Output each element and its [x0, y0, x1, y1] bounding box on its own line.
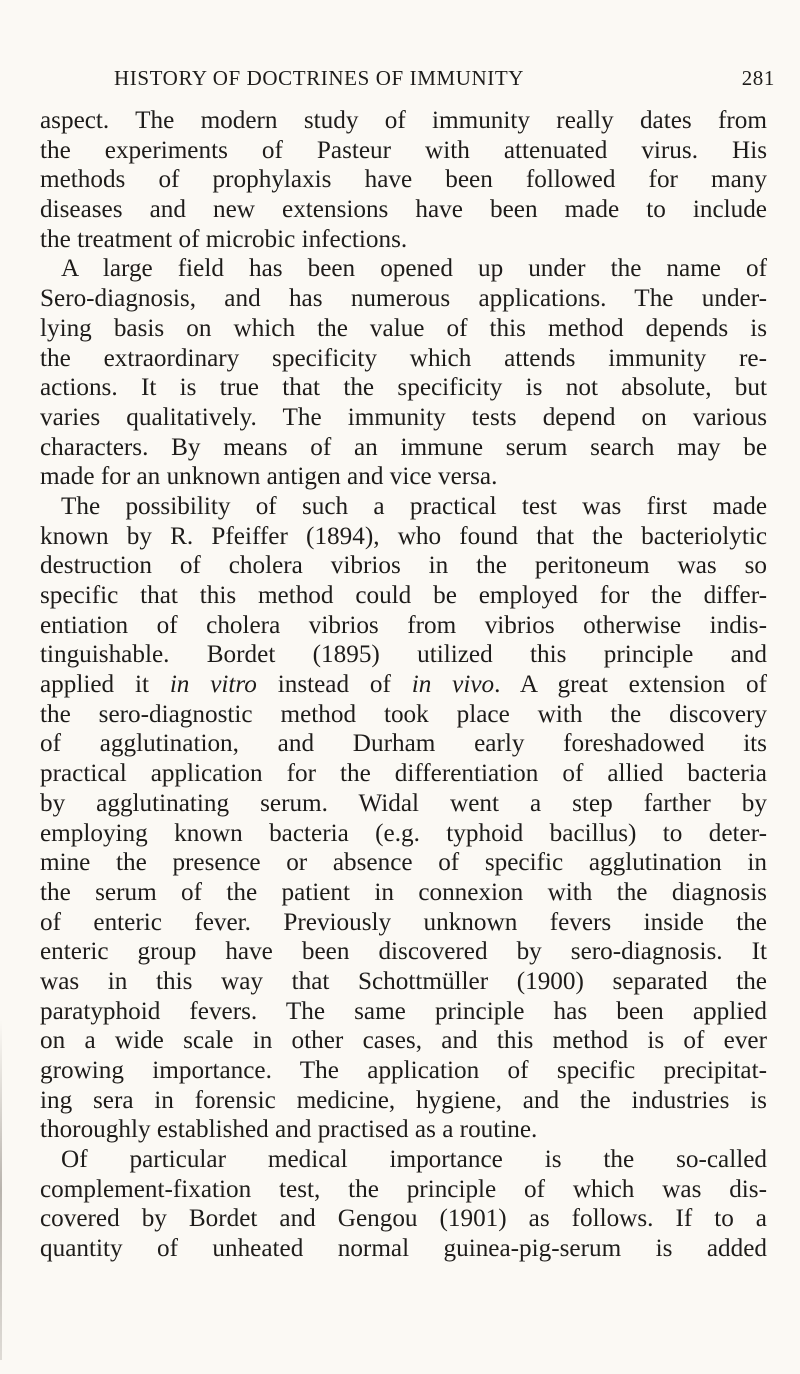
- page-number: 281: [741, 66, 775, 90]
- text-line: paratyphoid fevers. The same principle has been applied: [40, 997, 767, 1025]
- text-line: varies qualitatively. The immunity tests depend on various: [40, 403, 767, 431]
- text-line: the serum of the patient in connexion with the diagnosis: [40, 878, 767, 906]
- text-line-italic: [40, 670, 767, 700]
- text-line: on a wide scale in other cases, and this method is of ever: [40, 1027, 767, 1055]
- text-line: growing importance. The application of specific precipitat-: [40, 1057, 767, 1084]
- chapter-title: HISTORY OF DOCTRINES OF IMMUNITY: [114, 66, 525, 90]
- text-line: the extraordinary specificity which attends immunity re-: [40, 344, 767, 372]
- text-line: by agglutinating serum. Widal went a step farther by: [40, 789, 767, 817]
- text-line: of agglutination, and Durham early foreshadowed its: [40, 730, 767, 758]
- text-line: entiation of cholera vibrios from vibrios otherwise indis-: [40, 611, 767, 639]
- text-line: thoroughly established and practised as a routine.: [40, 1116, 538, 1144]
- text-line: tinguishable. Bordet (1895) utilized this principle and: [40, 641, 767, 669]
- body-text: [40, 106, 767, 1264]
- text-line: ing sera in forensic medicine, hygiene, and the industries is: [40, 1086, 767, 1114]
- text-line: actions. It is true that the specificity is not absolute, but: [40, 374, 767, 402]
- text-line: diseases and new extensions have been made to include: [40, 196, 767, 224]
- text-line: mine the presence or absence of specific agglutination in: [40, 849, 767, 877]
- text-line: the experiments of Pasteur with attenuated virus. His: [40, 136, 767, 164]
- text-line: employing known bacteria (e.g. typhoid bacillus) to deter-: [40, 819, 767, 847]
- text-line: methods of prophylaxis have been followed for many: [40, 166, 767, 194]
- text-line: enteric group have been discovered by sero-diagnosis. It: [40, 938, 767, 966]
- text-segment: instead of: [256, 671, 412, 699]
- text-line: characters. By means of an immune serum search may be: [40, 433, 767, 461]
- text-line: the treatment of microbic infections.: [40, 225, 408, 253]
- text-line: known by R. Pfeiffer (1894), who found that the bacteriolytic: [40, 522, 767, 550]
- text-line: Of particular medical importance is the so-called: [61, 1146, 767, 1174]
- text-line: quantity of unheated normal guinea-pig-serum is added: [40, 1235, 767, 1263]
- text-line: lying basis on which the value of this method depends is: [40, 314, 767, 342]
- text-line: was in this way that Schottmüller (1900) separated the: [40, 967, 767, 995]
- text-line: of enteric fever. Previously unknown fevers inside the: [40, 908, 767, 936]
- text-line: destruction of cholera vibrios in the peritoneum was so: [40, 552, 767, 580]
- text-line: A large field has been opened up under the name of: [61, 255, 767, 283]
- italic-phrase: in vitro: [169, 671, 257, 699]
- text-line: Sero-diagnosis, and has numerous applications. The under-: [40, 285, 767, 313]
- text-line: covered by Bordet and Gengou (1901) as follows. If to a: [40, 1205, 767, 1233]
- text-segment: applied it: [40, 671, 170, 699]
- italic-phrase: in vivo: [411, 671, 495, 699]
- text-line: complement-fixation test, the principle of which was dis-: [40, 1175, 767, 1203]
- text-line: specific that this method could be employed for the differ-: [40, 582, 767, 609]
- text-line: made for an unknown antigen and vice versa.: [40, 463, 498, 491]
- text-line: aspect. The modern study of immunity really dates from: [40, 107, 767, 134]
- text-line: practical application for the differentiation of allied bacteria: [40, 760, 767, 788]
- text-segment: . A great extension of: [494, 671, 767, 699]
- text-line: The possibility of such a practical test was first made: [61, 492, 767, 520]
- text-line: the sero-diagnostic method took place with the discovery: [40, 700, 767, 728]
- page-edge-shadow: [0, 1020, 2, 1360]
